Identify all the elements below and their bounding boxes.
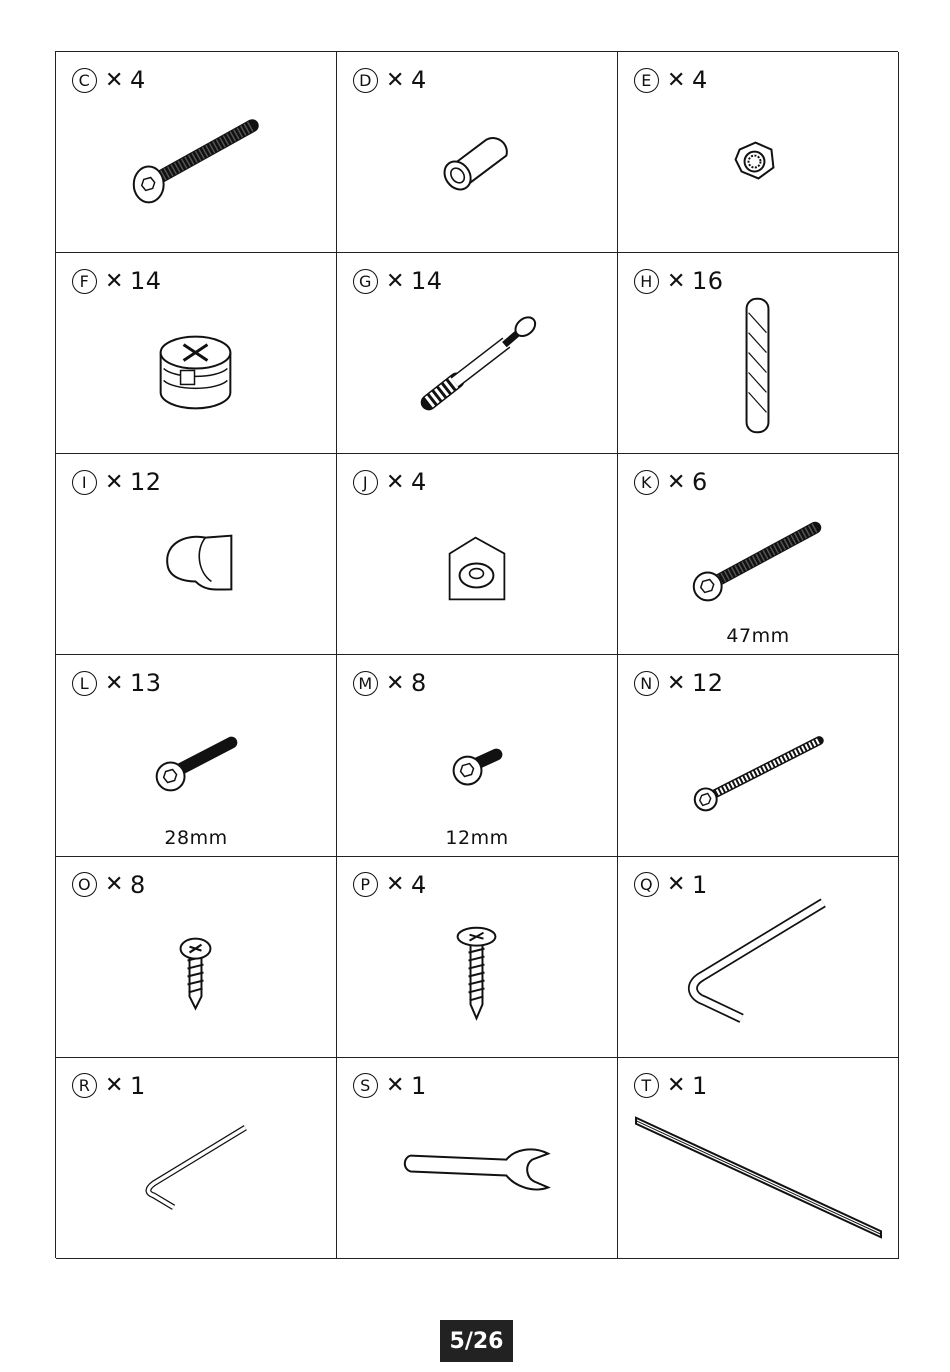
part-cell-t (618, 1058, 899, 1259)
times-sign: ✕ (386, 268, 405, 294)
part-cell-h (618, 253, 899, 454)
part-letter: L (72, 671, 97, 696)
part-letter: H (634, 269, 659, 294)
part-cell-k (618, 454, 899, 655)
wooden-dowel-icon (618, 253, 898, 453)
threaded-screw-icon (618, 655, 898, 855)
times-sign: ✕ (667, 469, 686, 495)
part-cell-s (337, 1058, 618, 1259)
metal-rod-icon (618, 1058, 898, 1258)
part-quantity: 4 (691, 66, 708, 94)
small-allen-key-icon (56, 1058, 336, 1258)
part-quantity: 13 (129, 669, 162, 698)
lock-nut-icon (618, 52, 898, 252)
part-quantity: 1 (691, 1071, 708, 1100)
cam-lock-icon (56, 253, 336, 453)
part-cell-l (56, 655, 337, 856)
part-letter: R (72, 1073, 97, 1098)
part-size: 47mm (726, 625, 790, 648)
times-sign: ✕ (386, 872, 405, 898)
part-letter: N (634, 671, 659, 696)
part-quantity: 4 (129, 66, 146, 94)
parts-grid (55, 51, 898, 1258)
part-letter: K (634, 470, 659, 495)
part-quantity: 12 (129, 468, 162, 497)
part-letter: E (634, 68, 659, 93)
part-letter: Q (634, 872, 659, 897)
times-sign: ✕ (105, 268, 124, 294)
part-cell-n (618, 655, 899, 856)
corner-bracket-icon (337, 454, 617, 654)
times-sign: ✕ (667, 670, 686, 696)
times-sign: ✕ (386, 67, 405, 93)
wrench-icon (337, 1058, 617, 1258)
part-cell-q (618, 857, 899, 1058)
part-quantity: 6 (691, 468, 708, 497)
times-sign: ✕ (386, 1073, 405, 1099)
part-cell-m (337, 655, 618, 856)
times-sign: ✕ (667, 67, 686, 93)
part-letter: P (353, 872, 378, 897)
page-number-badge: 5/26 (440, 1320, 513, 1362)
part-size: 28mm (164, 826, 228, 849)
part-letter: I (72, 470, 97, 495)
part-letter: J (353, 470, 378, 495)
times-sign: ✕ (386, 670, 405, 696)
times-sign: ✕ (667, 1073, 686, 1099)
short-bolt-icon (337, 655, 617, 855)
part-cell-i (56, 454, 337, 655)
part-quantity: 4 (410, 870, 427, 899)
times-sign: ✕ (386, 469, 405, 495)
part-letter: S (353, 1073, 378, 1098)
times-sign: ✕ (667, 872, 686, 898)
times-sign: ✕ (105, 872, 124, 898)
medium-bolt-icon (56, 655, 336, 855)
part-cell-f (56, 253, 337, 454)
countersunk-bolt-icon (56, 52, 336, 252)
times-sign: ✕ (105, 1073, 124, 1099)
part-letter: O (72, 872, 97, 897)
times-sign: ✕ (667, 268, 686, 294)
pan-head-screw-icon (56, 857, 336, 1057)
part-cell-g (337, 253, 618, 454)
cam-bolt-icon (337, 253, 617, 453)
part-quantity: 1 (129, 1071, 146, 1100)
times-sign: ✕ (105, 670, 124, 696)
part-letter: G (353, 269, 378, 294)
part-quantity: 12 (691, 669, 724, 698)
part-cell-o (56, 857, 337, 1058)
part-quantity: 8 (410, 669, 427, 698)
part-letter: D (353, 68, 378, 93)
part-cell-j (337, 454, 618, 655)
part-quantity: 8 (129, 870, 146, 899)
part-quantity: 14 (410, 267, 443, 296)
part-quantity: 16 (691, 267, 724, 296)
part-letter: T (634, 1073, 659, 1098)
spacer-tube-icon (337, 52, 617, 252)
times-sign: ✕ (105, 67, 124, 93)
shelf-support-icon (56, 454, 336, 654)
long-bolt-icon (618, 454, 898, 654)
part-size: 12mm (445, 826, 509, 849)
part-cell-p (337, 857, 618, 1058)
part-quantity: 1 (410, 1071, 427, 1100)
part-quantity: 1 (691, 870, 708, 899)
part-cell-c (56, 52, 337, 253)
flat-head-screw-icon (337, 857, 617, 1057)
times-sign: ✕ (105, 469, 124, 495)
part-letter: M (353, 671, 378, 696)
part-cell-r (56, 1058, 337, 1259)
part-quantity: 14 (129, 267, 162, 296)
large-allen-key-icon (618, 857, 898, 1057)
part-letter: F (72, 269, 97, 294)
part-letter: C (72, 68, 97, 93)
part-cell-d (337, 52, 618, 253)
part-cell-e (618, 52, 899, 253)
part-quantity: 4 (410, 66, 427, 94)
part-quantity: 4 (410, 468, 427, 497)
